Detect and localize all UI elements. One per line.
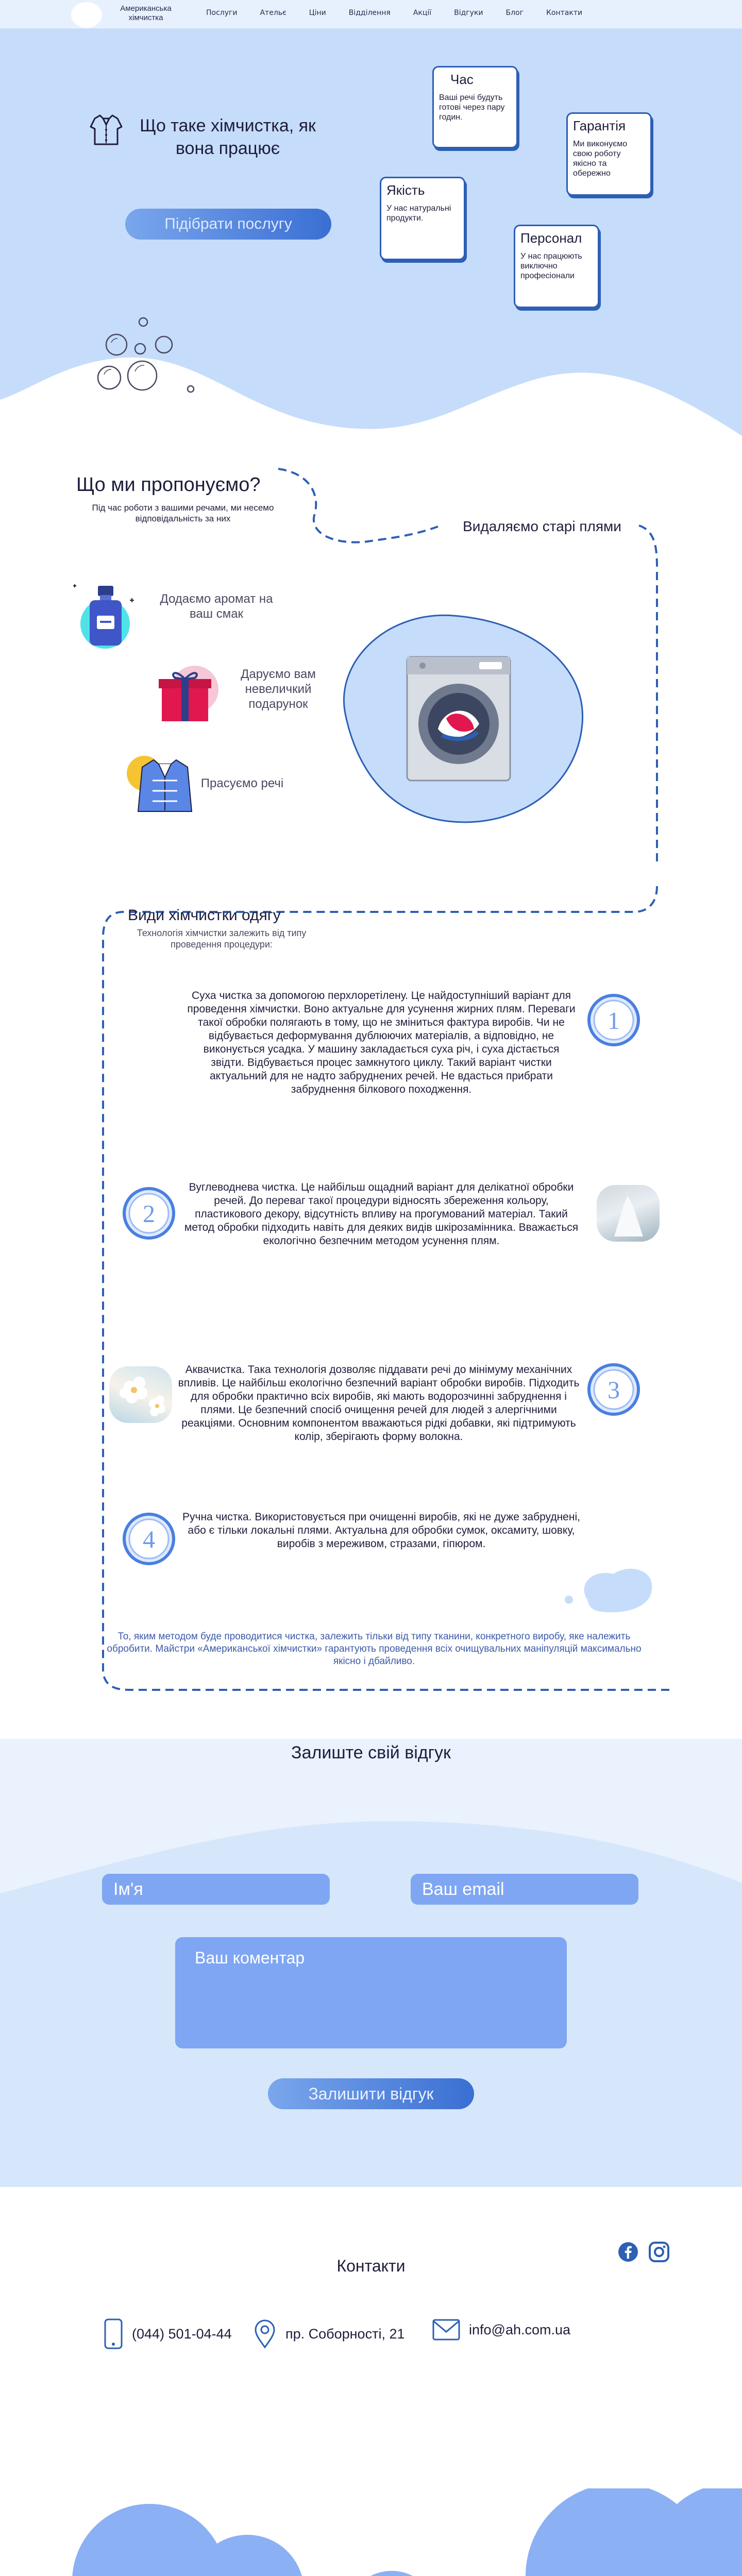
offers-subtitle: Під час роботи з вашими речами, ми несемо відповідальність за них — [92, 503, 274, 523]
card-guarantee — [566, 112, 652, 196]
card-title: Якість — [386, 182, 425, 198]
nav-item-atelier[interactable]: Ательє — [260, 9, 286, 17]
phone-icon — [103, 2318, 124, 2349]
mail-icon — [432, 2318, 461, 2341]
card-title: Гарантія — [573, 118, 626, 133]
nav-item-branches[interactable]: Відділення — [348, 9, 391, 17]
type-hydrocarbon-cleaning: Вуглеводнева чистка. Це найбільш ощадний варіант для делікатної обробки речей. До переваг такої процедури відносять збереження кольору, пластикового декору, відсутність впливу на прогумований матеріал. Такий метод обробки підходить навіть для деяких видів шкірозамінника. Вважається екологічно безпечним методом усунення плям. — [184, 1181, 579, 1247]
number-badge-label: 4 — [143, 1526, 155, 1553]
washing-machine-illustration — [325, 600, 593, 837]
type-dry-cleaning: Суха чистка за допомогою перхлоретілену. Це найдоступніший варіант для проведення хімчистки. Воно актуальне для усунення жирних плям. Переваги такої обробки полягають в тому, що не зміниться фактура виробів. Чи не відбувається деформування дублюючих матеріалів, а відповідно, не виконується усадка. У машину закладається суха річ, і суха дістається звідти. Відбувається процес замкнутого циклу. Такий варіант чистки актуальний для не надто забруднених речей. Не вдасться прибрати забруднення білкового походження. — [187, 990, 576, 1095]
offer-ironing: Прасуємо речі — [200, 776, 284, 790]
types-footnote: То, яким методом буде проводитися чистка, залежить тільки від типу тканини, конкретного виробу, яке належить обробити. Майстри «Американської хімчистки» гарантують проведення всіх очищувальних маніпуляцій максимально якісно і дбайливо. — [107, 1631, 642, 1667]
offer-aroma: Додаємо аромат на ваш смак — [160, 592, 273, 621]
card-text: У нас натуральні продукти. — [386, 204, 451, 223]
offers-title: Що ми пропонуємо? — [76, 474, 261, 496]
card-staff — [514, 225, 599, 308]
card-text: У нас працюють виключно професіонали — [520, 252, 582, 280]
facebook-icon[interactable] — [617, 2241, 639, 2263]
submit-review-button[interactable]: Залишити відгук — [268, 2078, 474, 2109]
choose-service-button[interactable]: Підібрати послугу — [125, 209, 331, 240]
nav-item-contacts[interactable]: Контакти — [546, 9, 583, 17]
types-title: Види хімчистки одягу — [128, 907, 281, 924]
type-hand-cleaning: Ручна чистка. Використовується при очищенні виробів, які не дуже забруднені, або є тільки локальні плями. Актуальна для обробки сумок, оксамиту, шовку, виробів з мереживом, стразами, гіпюром. — [182, 1511, 580, 1550]
header — [0, 0, 742, 29]
photo-wedding-dress — [597, 1185, 660, 1242]
feedback-title: Залиште свій відгук — [291, 1743, 451, 1762]
flower-icon — [109, 1366, 172, 1423]
number-badge-label: 2 — [143, 1200, 155, 1228]
card-quality — [380, 177, 465, 260]
nav-item-reviews[interactable]: Відгуки — [454, 9, 483, 17]
card-title: Час — [450, 72, 474, 87]
contact-phone-text: (044) 501-04-44 — [132, 2326, 232, 2342]
nav-item-promotions[interactable]: Акції — [413, 9, 432, 17]
contact-address[interactable] — [252, 2318, 404, 2349]
nav-item-blog[interactable]: Блог — [505, 9, 524, 17]
photo-flowers — [109, 1366, 172, 1423]
contact-email-text: info@ah.com.ua — [469, 2321, 571, 2337]
card-time — [432, 66, 518, 148]
card-title: Персонал — [520, 230, 582, 246]
perfume-icon — [67, 580, 139, 657]
bubbles-icon — [93, 312, 196, 404]
logo-text[interactable]: Американська хімчистка — [120, 4, 172, 22]
number-badge-2 — [121, 1185, 177, 1242]
type-aqua-cleaning: Аквачистка. Така технологія дозволяє піддавати речі до мінімуму механічних впливів. Це найбільш екологічно безпечний варіант обробки виробів. Підходить для обробки практично всіх виробів, які мають водорозчинні забруднення і плями. Це безпечний спосіб очищення речей для людей з алергічними реакціями. Основним компонентом вважаються рідкі добавки, які підтримують колір, зберігають форму волокна. — [178, 1364, 580, 1443]
dress-icon — [597, 1185, 660, 1242]
contact-phone[interactable] — [103, 2318, 232, 2349]
logo-icon[interactable] — [71, 2, 102, 28]
offer-gift: Даруємо вам невеличкий подарунок — [241, 667, 316, 711]
contacts-title: Контакти — [336, 2257, 406, 2275]
nav-item-prices[interactable]: Ціни — [309, 9, 326, 17]
name-input[interactable] — [102, 1874, 330, 1905]
shirt-icon — [88, 111, 125, 148]
instagram-icon[interactable] — [648, 2241, 670, 2263]
hero-title: Що таке хімчистка, як вона працює — [140, 116, 316, 158]
types-subtitle: Технологія хімчистки залежить від типу проведення процедури: — [137, 928, 307, 950]
number-badge-4 — [121, 1511, 177, 1567]
nav-item-services[interactable]: Послуги — [206, 9, 238, 17]
number-badge-1 — [585, 992, 642, 1048]
main-nav — [206, 9, 605, 17]
footer-clouds — [0, 2488, 742, 2576]
stains-label: Видаляємо старі плями — [463, 518, 621, 534]
number-badge-label: 1 — [608, 1007, 620, 1035]
comment-input[interactable] — [175, 1937, 567, 2048]
card-text: Ми виконуємо свою роботу якісно та обережно — [573, 140, 628, 178]
contact-email[interactable] — [432, 2318, 570, 2341]
gift-icon — [155, 658, 227, 725]
contact-address-text: пр. Соборності, 21 — [285, 2326, 405, 2342]
card-text: Ваші речі будуть готові через пару годин. — [439, 93, 505, 122]
decor-blob — [556, 1553, 660, 1620]
email-input[interactable] — [411, 1874, 638, 1905]
location-pin-icon — [252, 2318, 277, 2349]
number-badge-3 — [585, 1361, 642, 1418]
number-badge-label: 3 — [608, 1377, 620, 1404]
